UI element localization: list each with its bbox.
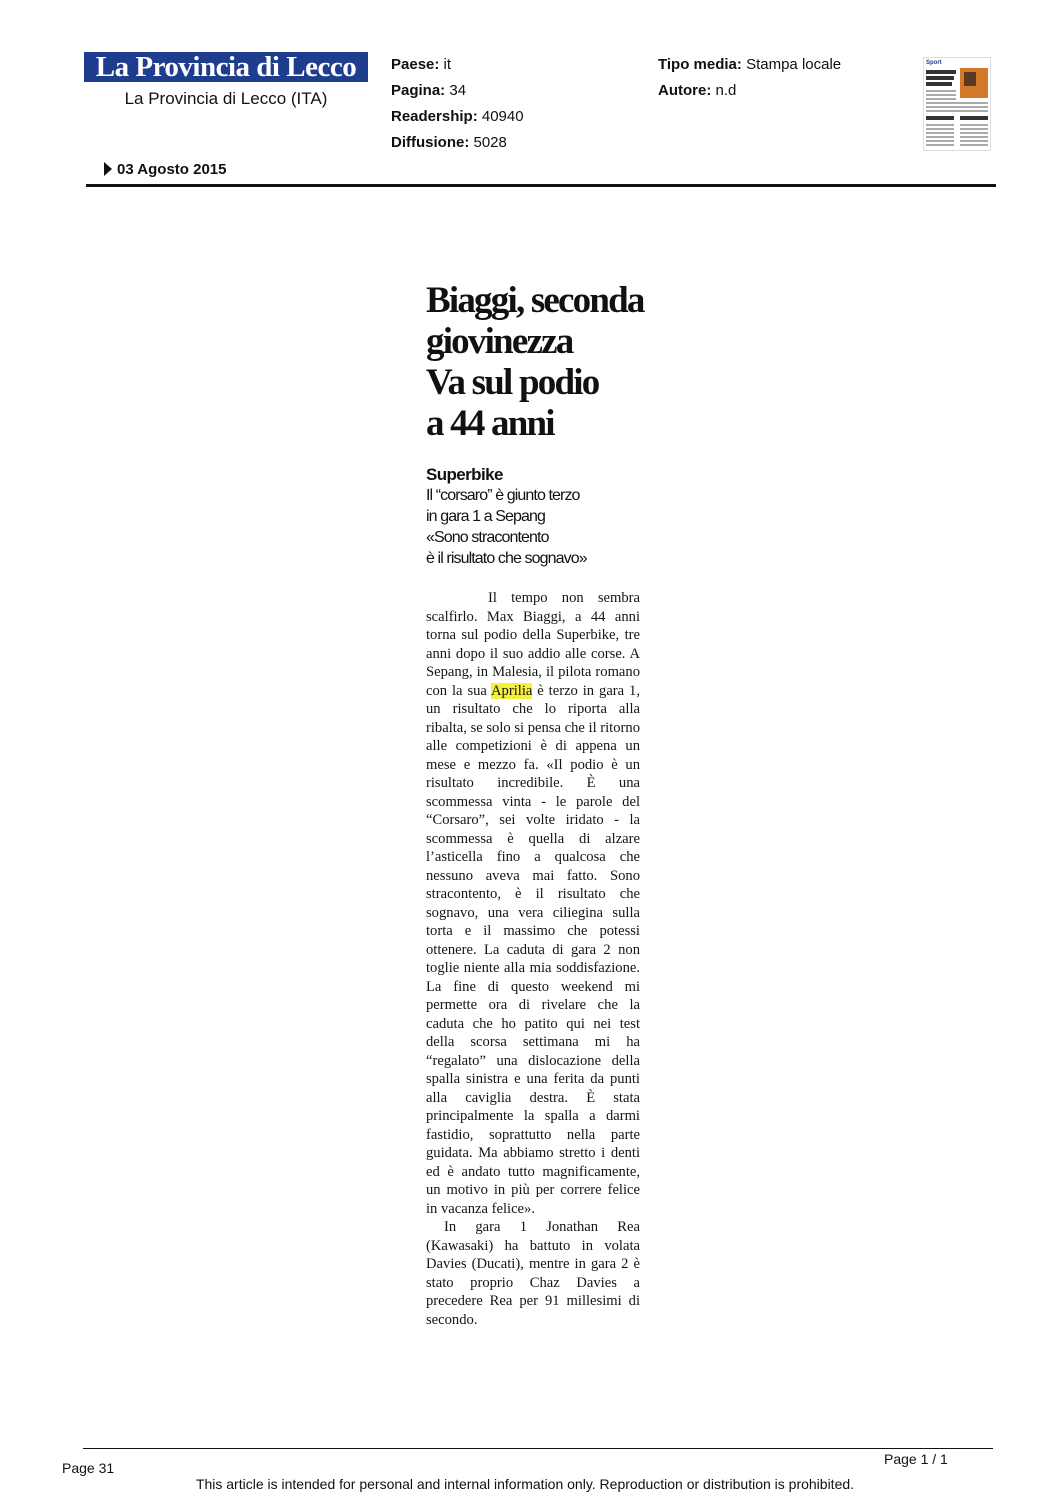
article-body [426, 589, 640, 1329]
section-label: Superbike [426, 465, 503, 484]
metadata-right [658, 52, 841, 104]
paragraph: In gara 1 Jonathan Rea (Kawasaki) ha battuto in volata Davies (Ducati), mentre in gara 2 è stato proprio Chaz Davies a precedere Rea per 91 millesimi di secondo. [426, 1219, 640, 1328]
page-count: Page 1 / 1 [884, 1451, 948, 1467]
highlighted-term: Aprilia [491, 682, 533, 699]
publication-name: La Provincia di Lecco (ITA) [124, 89, 328, 108]
publication-logo: La Provincia di Lecco [84, 52, 368, 82]
headline: Biaggi, seconda giovinezza Va sul podio a 44 anni [426, 280, 644, 444]
paragraph: Il tempo non sembra scalfirlo. Max Biaggi, a 44 anni torna sul podio della Superbike, tre anni dopo il suo addio alle corse. A Sepang, in Malesia, il pilota romano con la sua Aprilia è terzo in gara 1, un risultato che lo riporta alla ribalta, se solo si pensa che il ritorno alle competizioni è di appena un mese e mezzo fa. «Il podio è un risultato incredibile. È una scommessa vinta - le parole del “Corsaro”, sei volte iridato - la scommessa è quella di alzare l’asticella fino a qualcosa che nessuno aveva mai fatto. Sono stracontento, è il risultato che sognavo, una vera ciliegina sulla torta e il massimo che potessi ottenere. La caduta di gara 2 non toglie niente alla mia soddisfazione. La fine di questo weekend mi permette ora di rivelare che la caduta che ho patito qui nei test della scorsa settimana mi ha “regalato” una dislocazione della spalla sinistra e una ferita da punti alla caviglia destra. È stata principalmente la spalla a darmi fastidio, soprattutto nella parte guidata. Ma abbiamo stretto i denti ed è andato tutto magnificamente, un motivo in più per correre felice in vacanza felice». [426, 590, 641, 1217]
meta-author: Autore: n.d [658, 82, 737, 99]
play-arrow-icon [104, 162, 112, 176]
header-divider [86, 184, 996, 187]
metadata-left [391, 52, 524, 156]
footer-divider [83, 1448, 993, 1449]
meta-country: Paese: it [391, 56, 452, 73]
page-thumbnail [923, 57, 991, 151]
meta-circulation: Diffusione: 5028 [391, 134, 507, 151]
subheadline: Il “corsaro” è giunto terzo in gara 1 a Sepang «Sono stracontento è il risultato che sognavo» [426, 487, 587, 567]
article [426, 280, 644, 1329]
page-number: Page 31 [62, 1460, 115, 1476]
meta-page: Pagina: 34 [391, 82, 467, 99]
meta-readership: Readership: 40940 [391, 108, 524, 125]
article-date: 03 Agosto 2015 [104, 161, 227, 178]
thumbnail-section-label: Sport [926, 60, 942, 66]
disclaimer: This article is intended for personal and internal information only. Reproduction or distribution is prohibited. [195, 1476, 855, 1492]
meta-media-type: Tipo media: Stampa locale [658, 56, 842, 73]
